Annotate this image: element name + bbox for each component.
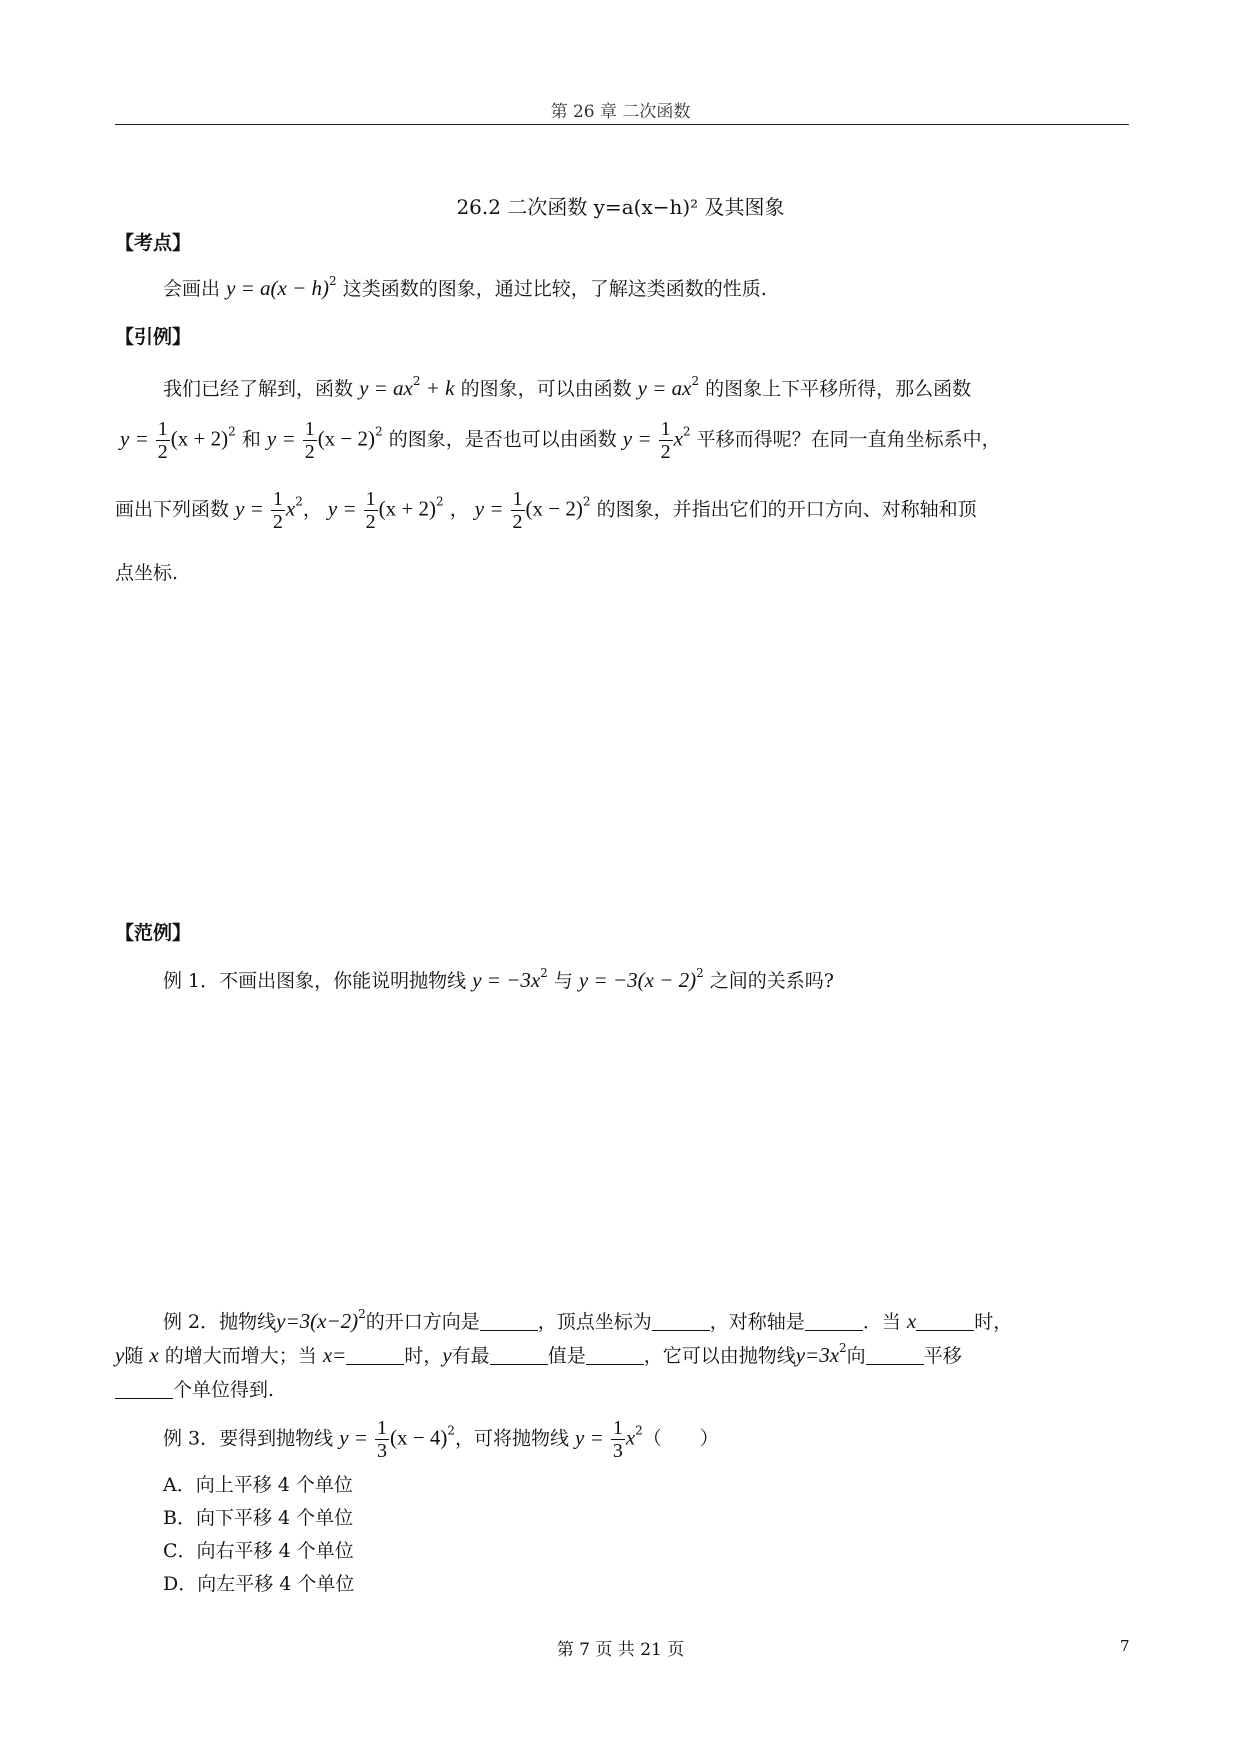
example-2-line-3	[115, 1375, 274, 1402]
formula: (x + 2)	[170, 426, 229, 451]
example-text: ，可将抛物线	[454, 1427, 569, 1450]
example-text: ，对称轴是	[709, 1311, 805, 1333]
yinli-text: 我们已经了解到，函数	[163, 378, 354, 400]
yinli-line-3: 画出下列函数 y = $\frac{1}{2}$ $x^2$， y = $\frac{1}{2}$ $(x + 2)^2$ ， y = $\frac{1}{2}$ $(x - 2)^2$ 的图象，并指出它们的开口方向、对称轴和顶	[115, 488, 977, 533]
running-header: 第 26 章 二次函数	[550, 102, 691, 122]
fraction-denominator: 2	[304, 441, 315, 463]
page-footer: 第 7 页 共 21 页	[556, 1640, 685, 1660]
fraction-denominator: 3	[376, 1440, 387, 1462]
fraction-numerator: 1	[157, 418, 168, 440]
fraction-half	[511, 488, 525, 533]
fraction-denominator: 2	[365, 511, 376, 533]
superscript: 2	[682, 424, 691, 439]
formula: y = −3x	[472, 968, 541, 992]
example-text: 的开口方向是	[365, 1311, 480, 1333]
example-text: 例 2．抛物线	[163, 1311, 277, 1333]
example-text: ，它可以由抛物线	[643, 1345, 796, 1367]
fraction-denominator: 2	[512, 511, 523, 533]
option-b[interactable]: B．向下平移 4 个单位	[163, 1507, 354, 1529]
header-rule	[115, 124, 1129, 125]
fraction-denominator: 2	[157, 441, 168, 463]
fraction-denominator: 2	[272, 511, 283, 533]
section-title: 26.2 二次函数 y=a(x−h)² 及其图象	[456, 195, 785, 219]
example-text: 例 3．要得到抛物线	[163, 1427, 334, 1450]
fraction-numerator: 1	[612, 1417, 623, 1439]
fraction-numerator: 1	[376, 1417, 387, 1439]
formula: x	[285, 496, 296, 521]
yinli-line-1	[163, 374, 971, 401]
formula: y =	[235, 496, 264, 521]
yinli-line-2	[120, 418, 1001, 463]
answer-paren[interactable]: （ ）	[642, 1427, 719, 1450]
fraction-numerator: 1	[304, 418, 315, 440]
formula: y = −3(x − 2)	[578, 968, 697, 992]
fraction-numerator: 1	[512, 488, 523, 510]
yinli-text: 的图象上下平移所得，那么函数	[705, 378, 972, 400]
formula: (x − 2)	[317, 426, 376, 451]
fraction-half	[364, 488, 378, 533]
kaodian-text-before: 会画出	[163, 278, 221, 300]
formula: y =	[339, 1425, 368, 1450]
answer-blank[interactable]	[480, 1312, 538, 1331]
formula: y	[442, 1343, 452, 1367]
formula: y=3x	[795, 1343, 840, 1367]
superscript: 2	[839, 1341, 847, 1355]
fraction-half	[303, 418, 317, 463]
example-3	[163, 1417, 719, 1462]
formula: y =	[120, 426, 149, 451]
fraction-numerator: 1	[660, 418, 671, 440]
kaodian-formula: y = a(x − h)	[226, 276, 330, 300]
answer-blank[interactable]	[916, 1312, 974, 1331]
yinli-text: 和	[241, 428, 261, 451]
answer-blank[interactable]	[805, 1312, 863, 1331]
example-text: 有最	[451, 1345, 490, 1367]
page-number: 7	[1120, 1637, 1130, 1655]
kaodian-text	[163, 274, 767, 301]
example-text: 值是	[547, 1345, 586, 1367]
formula: x	[625, 1425, 636, 1450]
formula: y	[115, 1343, 125, 1367]
example-2-line-2	[115, 1341, 962, 1368]
formula: (x + 2)	[378, 496, 437, 521]
formula: y =	[266, 426, 296, 451]
superscript: 2	[696, 966, 704, 980]
example-text: 的增大而增大；当	[164, 1345, 317, 1367]
answer-blank[interactable]	[115, 1380, 173, 1399]
fraction-numerator: 1	[365, 488, 376, 510]
superscript: 2	[691, 374, 700, 388]
formula: x	[673, 426, 683, 451]
superscript: 2	[447, 1423, 455, 1438]
yinli-text: 平移而得呢？在同一直角坐标系中，	[696, 428, 1001, 451]
formula: x	[906, 1309, 917, 1333]
superscript: 2	[635, 1423, 643, 1438]
yinli-heading: 【引例】	[115, 326, 192, 348]
fanli-heading: 【范例】	[115, 922, 192, 944]
example-text: 随	[124, 1345, 144, 1367]
fraction-half	[271, 488, 285, 533]
formula: x=	[322, 1343, 347, 1367]
option-c[interactable]: C．向右平移 4 个单位	[163, 1540, 354, 1562]
formula: y =	[622, 426, 652, 451]
option-d[interactable]: D．向左平移 4 个单位	[163, 1573, 355, 1595]
fraction-denominator: 2	[660, 441, 671, 463]
example-text: 个单位得到.	[173, 1379, 275, 1401]
formula: (x − 4)	[389, 1425, 448, 1450]
formula: y=3(x−2)	[276, 1309, 359, 1333]
answer-blank[interactable]	[866, 1346, 924, 1365]
example-1	[163, 966, 834, 993]
fraction-denominator: 3	[612, 1440, 623, 1462]
formula: y =	[474, 496, 504, 521]
fraction-third	[611, 1417, 625, 1462]
fraction-half	[156, 418, 170, 463]
example-text: 之间的关系吗?	[709, 970, 834, 992]
yinli-text: 的图象，是否也可以由函数	[388, 428, 617, 451]
example-text: ．当	[862, 1311, 901, 1333]
formula: y = ax	[359, 376, 413, 400]
formula: y =	[327, 496, 357, 521]
answer-blank[interactable]	[346, 1346, 404, 1365]
superscript: 2	[329, 274, 337, 288]
fraction-half	[659, 418, 673, 463]
fraction-numerator: 1	[272, 488, 283, 510]
kaodian-heading: 【考点】	[115, 232, 192, 254]
yinli-text: 画出下列函数	[115, 498, 230, 521]
example-text: ，顶点坐标为	[537, 1311, 652, 1333]
example-text: 与	[553, 970, 573, 992]
superscript: 2	[540, 966, 548, 980]
example-2-line-1	[163, 1307, 1012, 1334]
superscript: 2	[228, 424, 236, 439]
example-text: 平移	[923, 1345, 962, 1367]
example-text: 向	[846, 1345, 866, 1367]
example-text: 例 1．不画出图象，你能说明抛物线	[163, 970, 467, 992]
yinli-text: 的图象，可以由函数	[460, 378, 632, 400]
formula: + k	[420, 376, 455, 400]
superscript: 2	[375, 424, 383, 439]
kaodian-text-after: 这类函数的图象，通过比较，了解这类函数的性质.	[342, 278, 767, 300]
yinli-line-4: 点坐标.	[115, 562, 179, 584]
example-text: 时，	[974, 1311, 1013, 1333]
answer-blank[interactable]	[586, 1346, 644, 1365]
formula: y = ax	[637, 376, 692, 400]
option-a[interactable]: A．向上平移 4 个单位	[163, 1474, 353, 1496]
superscript: 2	[436, 494, 444, 509]
formula: y =	[575, 1425, 604, 1450]
formula: (x − 2)	[525, 496, 583, 521]
superscript: 2	[582, 494, 591, 509]
fraction-third	[375, 1417, 389, 1462]
superscript: 2	[358, 1307, 366, 1321]
answer-blank[interactable]	[490, 1346, 548, 1365]
formula: x	[149, 1343, 159, 1367]
answer-blank[interactable]	[652, 1312, 710, 1331]
superscript: 2	[295, 494, 303, 509]
example-text: 时，	[404, 1345, 443, 1367]
superscript: 2	[412, 374, 421, 388]
yinli-text: 的图象，并指出它们的开口方向、对称轴和顶	[596, 498, 977, 521]
